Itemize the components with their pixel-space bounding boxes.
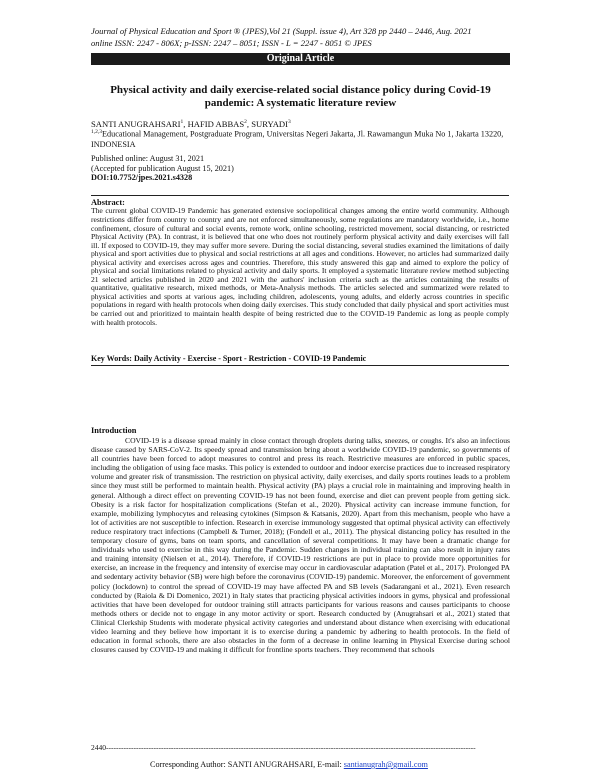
registered-mark: ® bbox=[233, 26, 241, 36]
journal-volume: (JPES),Vol 21 (Suppl. issue 4), Art 328 pp 2440 – 2446, Aug. 2021 bbox=[240, 26, 472, 36]
publication-info bbox=[91, 154, 511, 183]
affiliation bbox=[91, 127, 511, 150]
article-title: Physical activity and daily exercise-related social distance policy during Covid-19 pandemic: A systematic literature review bbox=[110, 84, 491, 109]
author-name: , SURYADI bbox=[246, 118, 288, 129]
doi-link[interactable]: DOI:10.7752/jpes.2021.s4328 bbox=[91, 173, 193, 183]
email-link[interactable]: santianugrah@gmail.com bbox=[343, 760, 428, 769]
author-affiliation-mark: 2 bbox=[244, 119, 247, 125]
corresponding-author bbox=[150, 760, 428, 769]
keywords: Key Words: Daily Activity - Exercise - Sport - Restriction - COVID-19 Pandemic bbox=[91, 354, 367, 363]
corresponding-author-label: Corresponding Author: SANTI ANUGRAHSARI, E-mail: bbox=[150, 760, 344, 769]
introduction-text: COVID-19 is a disease spread mainly in close contact through droplets during talks, sneezes, or coughs. It's also an infectious disease caused by SARS-CoV-2. Its speedy spread and transmission bring about a worldwide COVID-19 pandemic, so governments of all countries have been forced to adopt measures to control and press its reach. Restrictive measures are enforced in public spaces, including the obligation of using face masks. This policy is extended to outdoor and indoor exercise practices due to increased respiratory volume and greater risk of transmission. The restriction on physical activity, daily exercises, and daily sports routines leads to a problem since they must still be performed to maintain health. Physical activity (PA) plays a crucial role in maintaining and improving health in general. Although a direct effect on preventing COVID-19 has not been found, exercise and diet can prevent people from getting sick. Obesity is a risk factor for hospitalization complications (Stefan et al., 2020). Physical activity can increase immune function, for example, mobilizing lymphocytes and releasing cytokines (Simpson & Katsanis, 2020). Apart from this mechanism, people who have a lot of activities are not susceptible to infection. Research in exercise immunology suggested that optimal physical activity can effectively reduce respiratory tract infections (Campbell & Turner, 2018); (Fondell et al., 2011). The physical distancing policy has resulted in the temporary closure of gyms, bans on team sports, and cancellation of several competitions. It may have been a dramatic change for individuals who used to exercise in this way during the Pandemic. Sudden changes in individual training can also result in injury rates and training intensity (Nielsen et al., 2014). Therefore, if COVID-19 restrictions are put in place to provide more opportunities for exercise, an increase in the frequency and intensity of exercise may occur in cardiovascular adaptation (Patel et al., 2017). Prolonged PA and sedentary activity behavior (SB) were high before the coronavirus (COVID-19) pandemic. Moreover, the enforcement of government policy (lockdown) to control the spread of COVID-19 may have affected PA and SB levels (Sadarangani et al., 2021). Even research conducted by (Raiola & Di Domenico, 2021) in Italy states that practicing physical activities indoors in gyms, physical and professional activities that have been developed for outdoor training still attracts participants for various reasons and causes participants to choose methods others or decide not to engage in any motor activity or sport. Research conducted by (Anugrahsari et al., 2021) stated that Clinical Clerkship Students with moderate physical activity categories and understand about distance when exercising with educational video learning and they believe how important it is to exercise during a pandemic by adhering to health protocols. In the field of education in formal schools, there are also obstacles in the form of a decrease in online learning in Physical Exercise during school closures caused by COVID-19 and making it difficult for frontline sports teachers. They recommend that schools bbox=[91, 436, 510, 655]
author-name: , HAFID ABBAS bbox=[183, 118, 245, 129]
journal-header bbox=[91, 26, 511, 49]
journal-citation-line bbox=[91, 26, 511, 38]
author-affiliation-mark: 3 bbox=[288, 119, 291, 125]
article-type-banner: Original Article bbox=[91, 53, 510, 65]
journal-issn: online ISSN: 2247 - 806X; p-ISSN: 2247 – 8051; ISSN - L = 2247 - 8051 © JPES bbox=[91, 37, 372, 48]
author-name: SANTI ANUGRAHSARI bbox=[91, 118, 181, 129]
journal-name: Journal of Physical Education and Sport bbox=[91, 26, 232, 36]
abstract-box bbox=[91, 195, 509, 366]
page-number: 2440---------------------------------------------------------------------------------------------------------------------------------------------------- bbox=[91, 743, 512, 752]
accepted-date: (Accepted for publication August 15, 2021) bbox=[91, 163, 234, 173]
abstract-text: The current global COVID-19 Pandemic has generated extensive sociopolitical changes among the entire world community. Although restrictions differ from country to country and are not enforced simultaneously, some regulations are mandatory worldwide, i.e., home confinement, closure of cultural and social events, remote work, online schooling, restricted movement, social distancing, or restricted Physical Activity (PA). In contrast, it is believed that one who does not routinely perform physical activity and daily exercises will fall ill. If exposed to COVID-19, they may suffer more severe. During the social distancing, several studies examined the limitations of daily physical and sport activities due to physical and social restrictions at all ages and conditions. However, no articles had summarized daily physical activity and exercises across ages and countries. Therefore, this study answered this gap and aimed to explore the policy of physical and social limitations related to physical activity and daily sports. It employed a systematic literature review method subjecting 21 selected articles published in 2020 and 2021 with the authors' inclusion criteria such as the articles containing the results of quantitative, qualitative research, mixed methods, or Meta-Analysis methods. The articles selected and summarized were related to physical activities and sports at various ages, including children, adolescents, young adults, and elderly across countries in specific populations in regard with health protocols when doing daily exercises. This study concluded that daily physical and sport activities must be carried out and prioritized to maintain health despite of being restricted due to the COVID-19 Pandemic as long as people comply with health protocols. bbox=[91, 206, 509, 327]
affiliation-text: Educational Management, Postgraduate Program, Universitas Negeri Jakarta, Jl. Rawamangun Muka No 1, Jakarta 13220, INDONESIA bbox=[91, 129, 504, 149]
abstract-heading: Abstract: bbox=[91, 198, 125, 207]
author-affiliation-mark: 1 bbox=[180, 119, 184, 125]
published-date: Published online: August 31, 2021 bbox=[91, 154, 205, 163]
section-heading-introduction: Introduction bbox=[91, 426, 137, 435]
affiliation-mark: 1,2,3 bbox=[91, 129, 102, 135]
